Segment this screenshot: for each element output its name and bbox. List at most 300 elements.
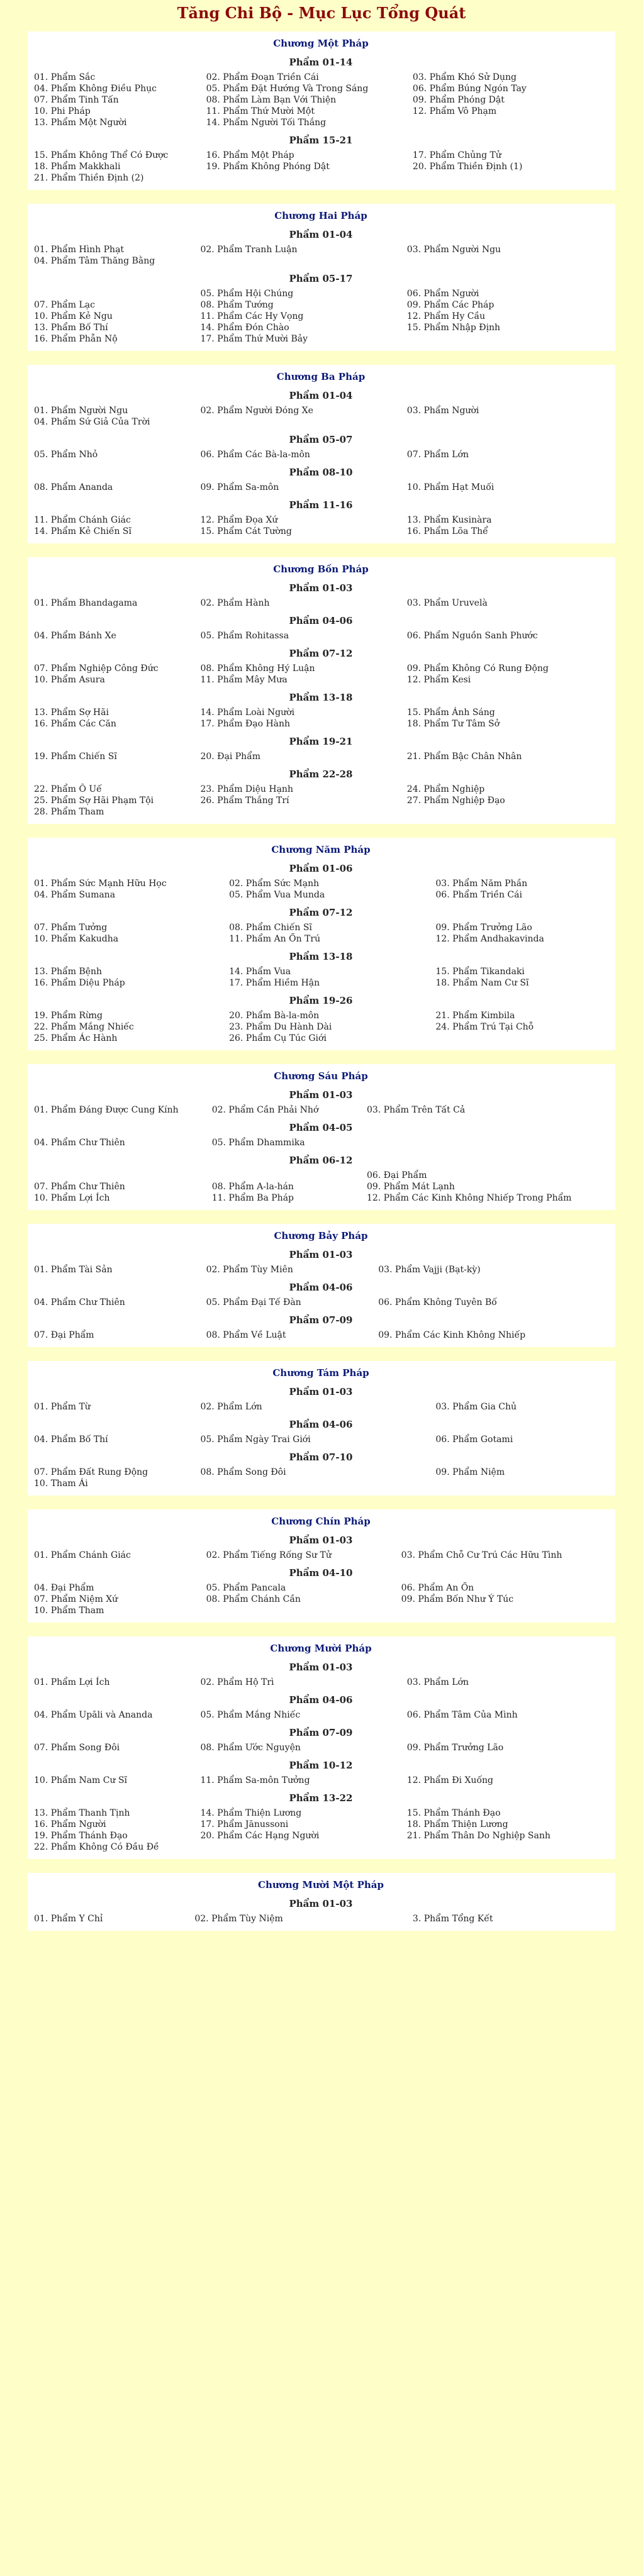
chapter-link[interactable]: 03. Phẩm Chỗ Cư Trú Các Hữu Tình	[401, 1550, 562, 1560]
chapter-link[interactable]: 08. Phẩm Ananda	[34, 482, 113, 492]
list-row	[34, 1594, 608, 1605]
section-title: Phẩm 05-17	[289, 273, 353, 284]
chapter-link[interactable]: 03. Phẩm Vajji (Bạt-kỳ)	[378, 1265, 481, 1275]
section-list	[34, 1010, 608, 1044]
chapter-link[interactable]: 11. Phẩm Ba Pháp	[211, 1193, 294, 1203]
chapter-link[interactable]: 09. Phẩm Các Kinh Không Nhiếp	[378, 1330, 526, 1340]
chapter-link[interactable]: 15. Phẩm Ánh Sáng	[406, 708, 495, 718]
chapter-link[interactable]: 22. Phẩm Không Có Đầu Đề	[34, 1842, 159, 1852]
list-row	[34, 1478, 608, 1489]
chapter-box	[28, 31, 615, 190]
chapter-link[interactable]: 01. Phẩm Lợi Ích	[34, 1677, 110, 1687]
section-title: Phẩm 19-21	[289, 736, 353, 747]
chapter-link[interactable]: 21. Phẩm Thân Do Nghiệp Sanh	[406, 1831, 551, 1841]
chapter-link[interactable]: 01. Phẩm Y Chỉ	[34, 1914, 103, 1924]
chapter-link[interactable]: 25. Phẩm Sợ Hãi Phạm Tội	[34, 796, 154, 806]
list-row	[34, 161, 608, 172]
chapter-link[interactable]: 07. Phẩm Đất Rung Động	[34, 1467, 148, 1477]
chapter-link[interactable]: 07. Phẩm Lạc	[34, 300, 95, 310]
chapter-link[interactable]: 13. Phẩm Một Người	[34, 118, 127, 128]
section-list	[34, 630, 608, 641]
chapter-link[interactable]: 09. Phẩm Niệm	[435, 1467, 505, 1477]
chapter-link[interactable]: 05. Phẩm Hội Chúng	[200, 289, 294, 299]
list-row	[34, 1401, 608, 1413]
section-title: Phẩm 13-18	[289, 951, 353, 962]
chapter-link	[200, 416, 406, 428]
chapter-title[interactable]: Chương Bảy Pháp	[274, 1230, 368, 1241]
chapter-link[interactable]: 19. Phẩm Rừng	[34, 1011, 103, 1021]
list-row	[34, 405, 608, 416]
chapter-link[interactable]: 20. Phẩm Thiền Định (1)	[412, 162, 523, 172]
chapter-link[interactable]: 17. Phẩm Đạo Hành	[200, 719, 291, 729]
chapter-title[interactable]: Chương Mười Một Pháp	[258, 1879, 384, 1890]
list-row	[34, 1021, 608, 1033]
chapter-link[interactable]: 13. Phẩm Bố Thí	[34, 323, 108, 333]
chapter-link[interactable]: 20. Phẩm Các Hạng Người	[200, 1831, 320, 1841]
chapter-link[interactable]: 08. Phẩm Ước Nguyện	[200, 1743, 301, 1753]
chapter-link	[200, 806, 406, 818]
list-row	[34, 255, 608, 267]
chapter-link[interactable]: 17. Phẩm Hiềm Hận	[229, 978, 320, 988]
chapter-link[interactable]: 15. Phẩm Tikandaki	[435, 967, 525, 977]
chapter-link[interactable]: 12. Phẩm Đọa Xứ	[200, 515, 278, 525]
chapter-link[interactable]: 09. Phẩm Các Pháp	[406, 300, 495, 310]
list-row	[34, 94, 608, 106]
chapter-title[interactable]: Chương Bốn Pháp	[273, 564, 369, 575]
chapter-link[interactable]: 24. Phẩm Nghiệp	[406, 784, 485, 794]
list-row	[34, 933, 608, 945]
section-list	[34, 449, 608, 460]
section-title: Phẩm 01-03	[289, 582, 353, 594]
section-list	[34, 1434, 608, 1445]
list-row	[34, 117, 608, 128]
chapter-link[interactable]: 06. Phẩm Người	[406, 289, 479, 299]
chapter-link[interactable]: 04. Phẩm Bánh Xe	[34, 631, 116, 641]
chapter-link[interactable]: 02. Phẩm Đoạn Triền Cái	[206, 72, 319, 82]
list-row	[34, 1807, 608, 1819]
chapter-link[interactable]: 14. Phẩm Người Tối Thắng	[206, 118, 327, 128]
chapter-link[interactable]: 28. Phẩm Tham	[34, 807, 104, 817]
list-row	[34, 72, 608, 83]
chapter-link[interactable]: 06. Phẩm An Ổn	[401, 1583, 474, 1593]
section-list	[34, 150, 608, 184]
chapter-link[interactable]: 03. Phẩm Gia Chủ	[435, 1402, 517, 1412]
chapter-link[interactable]: 08. Phẩm A-la-hán	[211, 1182, 294, 1192]
chapter-link[interactable]: 01. Phẩm Từ	[34, 1402, 91, 1412]
chapter-link[interactable]: 11. Phẩm Mây Mưa	[200, 675, 288, 685]
chapter-link[interactable]: 04. Phẩm Sumana	[34, 890, 116, 900]
chapter-link[interactable]: 16. Phẩm Lõa Thể	[406, 526, 488, 536]
chapter-link[interactable]: 01. Phẩm Bhandagama	[34, 598, 138, 608]
chapter-link[interactable]: 15. Phẩm Không Thể Có Được	[34, 150, 169, 160]
chapter-link[interactable]: 08. Phẩm Không Hý Luận	[200, 663, 315, 674]
chapter-link[interactable]: 02. Phẩm Tranh Luận	[200, 245, 298, 255]
chapter-link	[401, 1605, 608, 1616]
chapter-link[interactable]: 02. Phẩm Hành	[200, 598, 270, 608]
list-row	[34, 878, 608, 889]
chapter-link	[413, 172, 608, 184]
chapter-link[interactable]: 01. Phẩm Người Ngu	[34, 406, 128, 416]
chapter-title[interactable]: Chương Tám Pháp	[272, 1367, 369, 1379]
chapter-link[interactable]: 10. Phẩm Hạt Muối	[406, 482, 495, 492]
list-row	[34, 150, 608, 161]
chapter-link[interactable]: 13. Phẩm Thanh Tịnh	[34, 1808, 130, 1818]
chapter-link[interactable]: 07. Phẩm Lớn	[406, 450, 469, 460]
section-title: Phẩm 07-12	[289, 907, 353, 918]
chapter-link[interactable]: 06. Phẩm Không Tuyên Bố	[378, 1297, 497, 1307]
chapter-link[interactable]: 05. Phẩm Dhammika	[211, 1138, 305, 1148]
chapter-link[interactable]: 05. Phẩm Pancala	[206, 1583, 286, 1593]
chapter-link[interactable]: 16. Phẩm Diệu Pháp	[34, 978, 125, 988]
chapter-link[interactable]: 07. Phẩm Niệm Xứ	[34, 1594, 118, 1604]
chapter-link[interactable]: 07. Phẩm Song Đôi	[34, 1743, 120, 1753]
chapter-link[interactable]: 09. Phẩm Bốn Như Ý Túc	[401, 1594, 514, 1604]
chapter-link[interactable]: 09. Phẩm Sa-môn	[200, 482, 279, 492]
chapter-link[interactable]: 02. Phẩm Hộ Trì	[200, 1677, 274, 1687]
section-title: Phẩm 10-12	[289, 1760, 353, 1771]
list-row	[34, 514, 608, 526]
chapter-link[interactable]: 18. Phẩm Makkhali	[34, 162, 121, 172]
list-row	[34, 1775, 608, 1786]
section-title: Phẩm 07-09	[289, 1727, 353, 1738]
chapter-link	[34, 288, 200, 299]
chapter-link[interactable]: 06. Đại Phẩm	[366, 1170, 427, 1180]
chapter-link[interactable]: 27. Phẩm Nghiệp Đạo	[406, 796, 505, 806]
chapter-link[interactable]: 03. Phẩm Người	[406, 406, 479, 416]
chapter-link[interactable]: 04. Phẩm Chư Thiên	[34, 1297, 125, 1307]
chapter-link[interactable]: 06. Phẩm Gotami	[435, 1435, 513, 1445]
chapter-link[interactable]: 16. Phẩm Phẫn Nộ	[34, 334, 118, 344]
chapter-link[interactable]: 18. Phẩm Thiện Lương	[406, 1819, 508, 1829]
section-title: Phẩm 04-06	[289, 1694, 353, 1706]
chapter-link[interactable]: 24. Phẩm Trú Tại Chỗ	[435, 1022, 534, 1032]
section-list	[34, 244, 608, 267]
list-row	[34, 311, 608, 322]
chapter-link[interactable]: 08. Phẩm Làm Bạn Với Thiện	[206, 95, 337, 105]
section-list	[34, 1137, 608, 1148]
chapter-link[interactable]: 10. Phi Pháp	[34, 106, 91, 116]
chapter-link[interactable]: 06. Phẩm Nguồn Sanh Phước	[406, 631, 538, 641]
chapter-link[interactable]: 02. Phẩm Tùy Miên	[206, 1265, 293, 1275]
chapter-link[interactable]: 14. Phẩm Loài Người	[200, 708, 295, 718]
chapter-title[interactable]: Chương Chín Pháp	[271, 1516, 371, 1527]
chapter-link[interactable]: 12. Phẩm Vô Phạm	[412, 106, 497, 116]
section-title: Phẩm 13-18	[289, 692, 353, 703]
list-row	[34, 449, 608, 460]
chapter-link[interactable]: 05. Phẩm Vua Munda	[229, 890, 325, 900]
chapter-link[interactable]: 17. Phẩm Thứ Mười Bảy	[200, 334, 308, 344]
chapter-link[interactable]: 16. Phẩm Người	[34, 1819, 106, 1829]
section-list	[34, 1550, 608, 1561]
section-title: Phẩm 04-06	[289, 1419, 353, 1430]
section-title: Phẩm 01-03	[289, 1898, 353, 1909]
chapter-link[interactable]: 05. Phẩm Ngày Trai Giới	[200, 1435, 311, 1445]
chapter-list	[0, 31, 643, 1931]
chapter-link[interactable]: 07. Phẩm Nghiệp Công Đức	[34, 663, 159, 674]
list-row	[34, 707, 608, 718]
chapter-link[interactable]: 12. Phẩm Andhakavinda	[435, 934, 544, 944]
chapter-box	[28, 1509, 615, 1623]
section-title: Phẩm 06-12	[289, 1155, 353, 1166]
chapter-link[interactable]: 22. Phẩm Ô Uế	[34, 784, 102, 794]
chapter-link[interactable]: 06. Phẩm Búng Ngón Tay	[412, 84, 527, 94]
chapter-link[interactable]: 19. Phẩm Chiến Sĩ	[34, 752, 117, 762]
chapter-link[interactable]: 08. Phẩm Về Luật	[206, 1330, 286, 1340]
chapter-title[interactable]: Chương Năm Pháp	[271, 844, 371, 855]
list-row	[34, 977, 608, 989]
chapter-link[interactable]: 04. Phẩm Không Điều Phục	[34, 84, 157, 94]
chapter-link[interactable]: 3. Phẩm Tổng Kết	[412, 1914, 493, 1924]
chapter-link[interactable]: 10. Phẩm Nam Cư Sĩ	[34, 1775, 128, 1785]
chapter-link[interactable]: 08. Phẩm Song Đôi	[200, 1467, 286, 1477]
chapter-link[interactable]: 15. Phẩm Thánh Đạo	[406, 1808, 501, 1818]
chapter-link[interactable]: 05. Phẩm Mắng Nhiếc	[200, 1710, 301, 1720]
chapter-link[interactable]: 11. Phẩm An Ổn Trú	[229, 934, 321, 944]
chapter-title[interactable]: Chương Hai Pháp	[274, 210, 367, 221]
chapter-link[interactable]: 16. Phẩm Một Pháp	[206, 150, 294, 160]
chapter-link[interactable]: 01. Phẩm Chánh Giác	[34, 1550, 131, 1560]
chapter-link[interactable]: 05. Phẩm Đại Tế Đàn	[206, 1297, 301, 1307]
chapter-link[interactable]: 20. Đại Phẩm	[200, 752, 261, 762]
section-list	[34, 1677, 608, 1688]
section-list	[34, 922, 608, 945]
list-row	[34, 83, 608, 94]
chapter-link	[34, 1170, 212, 1181]
chapter-link[interactable]: 17. Phẩm Jānussoni	[200, 1819, 289, 1829]
chapter-link[interactable]: 01. Phẩm Hình Phạt	[34, 245, 125, 255]
chapter-link[interactable]: 04. Phẩm Tâm Thăng Bằng	[34, 256, 155, 266]
chapter-box	[28, 365, 615, 543]
chapter-link[interactable]: 05. Phẩm Nhỏ	[34, 450, 98, 460]
list-row	[34, 966, 608, 977]
list-row	[34, 1181, 608, 1192]
list-row	[34, 751, 608, 762]
chapter-link[interactable]: 22. Phẩm Mắng Nhiếc	[34, 1022, 134, 1032]
chapter-link[interactable]: 09. Phẩm Không Có Rung Động	[406, 663, 549, 674]
chapter-link[interactable]: 10. Tham Ái	[34, 1479, 88, 1489]
chapter-link[interactable]: 11. Phẩm Các Hy Vọng	[200, 311, 304, 321]
list-row	[34, 1104, 608, 1116]
section-list	[34, 288, 608, 345]
chapter-title[interactable]: Chương Mười Pháp	[270, 1643, 372, 1654]
chapter-link[interactable]: 10. Phẩm Kẻ Ngu	[34, 311, 113, 321]
chapter-link[interactable]: 04. Đại Phẩm	[34, 1583, 94, 1593]
chapter-link[interactable]: 02. Phẩm Sức Mạnh	[229, 879, 320, 889]
chapter-link[interactable]: 19. Phẩm Thánh Đạo	[34, 1831, 128, 1841]
section-list	[34, 1264, 608, 1275]
section-list	[34, 1709, 608, 1721]
chapter-link[interactable]: 01. Phẩm Tài Sản	[34, 1265, 113, 1275]
section-title: Phẩm 01-03	[289, 1662, 353, 1673]
section-title: Phẩm 01-14	[289, 57, 353, 68]
chapter-link	[367, 1137, 608, 1148]
chapter-link[interactable]: 08. Phẩm Tướng	[200, 300, 274, 310]
section-title: Phẩm 04-10	[289, 1567, 353, 1579]
chapter-link[interactable]: 08. Phẩm Chiến Sĩ	[229, 923, 312, 933]
chapter-link[interactable]: 05. Phẩm Đặt Hướng Và Trong Sáng	[206, 84, 369, 94]
section-title: Phẩm 04-06	[289, 1282, 353, 1293]
chapter-link[interactable]: 12. Phẩm Hy Cầu	[406, 311, 486, 321]
chapter-link[interactable]: 10. Phẩm Asura	[34, 675, 105, 685]
page-title: Tăng Chi Bộ - Mục Lục Tổng Quát	[177, 4, 466, 22]
list-row	[34, 1297, 608, 1308]
list-row	[34, 1264, 608, 1275]
chapter-link	[435, 1478, 608, 1489]
chapter-link[interactable]: 06. Phẩm Tâm Của Mình	[406, 1710, 518, 1720]
chapter-link[interactable]: 05. Phẩm Rohitassa	[200, 631, 289, 641]
chapter-link[interactable]: 11. Phẩm Sa-môn Tưởng	[200, 1775, 310, 1785]
chapter-link[interactable]: 18. Phẩm Nam Cư Sĩ	[435, 978, 529, 988]
chapter-link	[435, 1033, 608, 1044]
chapter-link[interactable]: 23. Phẩm Diệu Hạnh	[200, 784, 293, 794]
chapter-link[interactable]: 10. Phẩm Tham	[34, 1606, 104, 1616]
chapter-link[interactable]: 01. Phẩm Đáng Được Cung Kính	[34, 1105, 179, 1115]
chapter-box	[28, 1636, 615, 1859]
section-title: Phẩm 08-10	[289, 467, 353, 478]
chapter-link[interactable]: 03. Phẩm Uruvelà	[406, 598, 488, 608]
section-list	[34, 1742, 608, 1753]
chapter-title[interactable]: Chương Ba Pháp	[276, 371, 366, 382]
chapter-link[interactable]: 25. Phẩm Ác Hành	[34, 1033, 118, 1043]
chapter-link[interactable]: 07. Đại Phẩm	[34, 1330, 94, 1340]
chapter-link[interactable]: 08. Phẩm Chánh Cần	[206, 1594, 301, 1604]
chapter-link[interactable]: 20. Phẩm Bà-la-môn	[229, 1011, 320, 1021]
chapter-link[interactable]: 21. Phẩm Kimbila	[435, 1011, 515, 1021]
chapter-link[interactable]: 04. Phẩm Chư Thiên	[34, 1138, 125, 1148]
section-title: Phẩm 01-03	[289, 1089, 353, 1101]
chapter-link[interactable]: 09. Phẩm Trưởng Lão	[406, 1743, 504, 1753]
section-list	[34, 1330, 608, 1341]
chapter-title[interactable]: Chương Một Pháp	[273, 38, 369, 49]
chapter-link[interactable]: 18. Phẩm Tư Tâm Sở	[406, 719, 500, 729]
section-list	[34, 1582, 608, 1616]
chapter-link[interactable]: 03. Phẩm Lớn	[406, 1677, 469, 1687]
chapter-link	[407, 1841, 608, 1853]
chapter-link	[407, 416, 608, 428]
section-title: Phẩm 15-21	[289, 135, 353, 146]
chapter-link[interactable]: 03. Phẩm Người Ngu	[406, 245, 501, 255]
list-row	[34, 795, 608, 806]
chapter-link[interactable]: 03. Phẩm Năm Phần	[435, 879, 528, 889]
chapter-link[interactable]: 02. Phẩm Tùy Niệm	[194, 1914, 283, 1924]
chapter-link[interactable]: 15. Phẩm Cát Tường	[200, 526, 292, 536]
section-list	[34, 597, 608, 609]
chapter-link	[206, 1605, 401, 1616]
chapter-link[interactable]: 09. Phẩm Trưởng Lão	[435, 923, 532, 933]
section-title: Phẩm 13-22	[289, 1792, 353, 1804]
chapter-box	[28, 838, 615, 1050]
chapter-link[interactable]: 19. Phẩm Không Phóng Dật	[206, 162, 330, 172]
list-row	[34, 922, 608, 933]
list-row	[34, 718, 608, 730]
chapter-link[interactable]: 17. Phẩm Chủng Tử	[412, 150, 501, 160]
list-row	[34, 106, 608, 117]
chapter-link[interactable]: 07. Phẩm Tinh Tấn	[34, 95, 119, 105]
chapter-link[interactable]: 07. Phẩm Chư Thiên	[34, 1182, 125, 1192]
chapter-link[interactable]: 13. Phẩm Bệnh	[34, 967, 103, 977]
list-row	[34, 1582, 608, 1594]
list-row	[34, 299, 608, 311]
chapter-link[interactable]: 15. Phẩm Nhập Định	[406, 323, 501, 333]
section-list	[34, 1467, 608, 1489]
chapter-link[interactable]: 16. Phẩm Các Căn	[34, 719, 116, 729]
chapter-link[interactable]: 09. Phẩm Mát Lạnh	[366, 1182, 455, 1192]
chapter-link[interactable]: 03. Phẩm Khó Sử Dụng	[412, 72, 517, 82]
chapter-link[interactable]: 04. Phẩm Sứ Giả Của Trời	[34, 417, 150, 427]
section-title: Phẩm 01-03	[289, 1249, 353, 1260]
chapter-title[interactable]: Chương Sáu Pháp	[274, 1070, 368, 1082]
chapter-link[interactable]: 14. Phẩm Kẻ Chiến Sĩ	[34, 526, 132, 536]
list-row	[34, 1677, 608, 1688]
section-list	[34, 514, 608, 537]
chapter-link[interactable]: 26. Phẩm Thắng Trí	[200, 796, 289, 806]
chapter-link[interactable]: 06. Phẩm Các Bà-la-môn	[200, 450, 310, 460]
chapter-link[interactable]: 12. Phẩm Đi Xuống	[406, 1775, 493, 1785]
chapter-link[interactable]: 14. Phẩm Vua	[229, 967, 291, 977]
chapter-link[interactable]: 11. Phẩm Chánh Giác	[34, 515, 131, 525]
list-row	[34, 1170, 608, 1181]
chapter-link[interactable]: 26. Phẩm Cụ Túc Giới	[229, 1033, 327, 1043]
chapter-link[interactable]: 07. Phẩm Tưởng	[34, 923, 108, 933]
chapter-link[interactable]: 11. Phẩm Thứ Mười Một	[206, 106, 315, 116]
chapter-link[interactable]: 03. Phẩm Trên Tất Cả	[366, 1105, 466, 1115]
chapter-link[interactable]: 14. Phẩm Thiện Lương	[200, 1808, 302, 1818]
list-row	[34, 1742, 608, 1753]
section-list	[34, 663, 608, 686]
chapter-link[interactable]: 01. Phẩm Sức Mạnh Hữu Học	[34, 879, 167, 889]
chapter-link[interactable]: 12. Phẩm Kesi	[406, 675, 471, 685]
chapter-link[interactable]: 04. Phẩm Bố Thí	[34, 1435, 108, 1445]
chapter-link[interactable]: 02. Phẩm Người Đóng Xe	[200, 406, 313, 416]
section-list	[34, 1170, 608, 1204]
section-title: Phẩm 01-06	[289, 863, 353, 874]
chapter-link[interactable]: 10. Phẩm Kakudha	[34, 934, 119, 944]
chapter-link	[407, 333, 608, 345]
chapter-link[interactable]: 13. Phẩm Sợ Hãi	[34, 708, 109, 718]
chapter-link[interactable]: 06. Phẩm Triền Cái	[435, 890, 522, 900]
section-list	[34, 1807, 608, 1853]
list-row	[34, 1709, 608, 1721]
chapter-link[interactable]: 02. Phẩm Lớn	[200, 1402, 262, 1412]
chapter-link[interactable]: 12. Phẩm Các Kinh Không Nhiếp Trong Phẩm	[366, 1193, 572, 1203]
chapter-link[interactable]: 04. Phẩm Upāli và Ananda	[34, 1710, 153, 1720]
list-row	[34, 1605, 608, 1616]
list-row	[34, 1010, 608, 1021]
section-title: Phẩm 05-07	[289, 434, 353, 445]
chapter-link[interactable]: 09. Phẩm Phóng Dật	[412, 95, 505, 105]
chapter-link[interactable]: 23. Phẩm Du Hành Dài	[229, 1022, 332, 1032]
chapter-link[interactable]: 21. Phẩm Bậc Chân Nhân	[406, 752, 522, 762]
section-list	[34, 72, 608, 128]
chapter-link[interactable]: 02. Phẩm Cần Phải Nhớ	[211, 1105, 319, 1115]
chapter-link[interactable]: 14. Phẩm Đón Chào	[200, 323, 289, 333]
chapter-link[interactable]: 10. Phẩm Lợi Ích	[34, 1193, 110, 1203]
section-list	[34, 878, 608, 901]
chapter-link[interactable]: 21. Phẩm Thiền Định (2)	[34, 173, 144, 183]
section-list	[34, 751, 608, 762]
chapter-link	[206, 172, 413, 184]
section-list	[34, 1913, 608, 1924]
list-row	[34, 333, 608, 345]
list-row	[34, 288, 608, 299]
chapter-link[interactable]: 02. Phẩm Tiếng Rống Sư Tử	[206, 1550, 332, 1560]
list-row	[34, 784, 608, 795]
chapter-link[interactable]: 01. Phẩm Sắc	[34, 72, 96, 82]
list-row	[34, 526, 608, 537]
list-row	[34, 1467, 608, 1478]
chapter-link[interactable]: 13. Phẩm Kusinàra	[406, 515, 492, 525]
chapter-link	[212, 1170, 367, 1181]
